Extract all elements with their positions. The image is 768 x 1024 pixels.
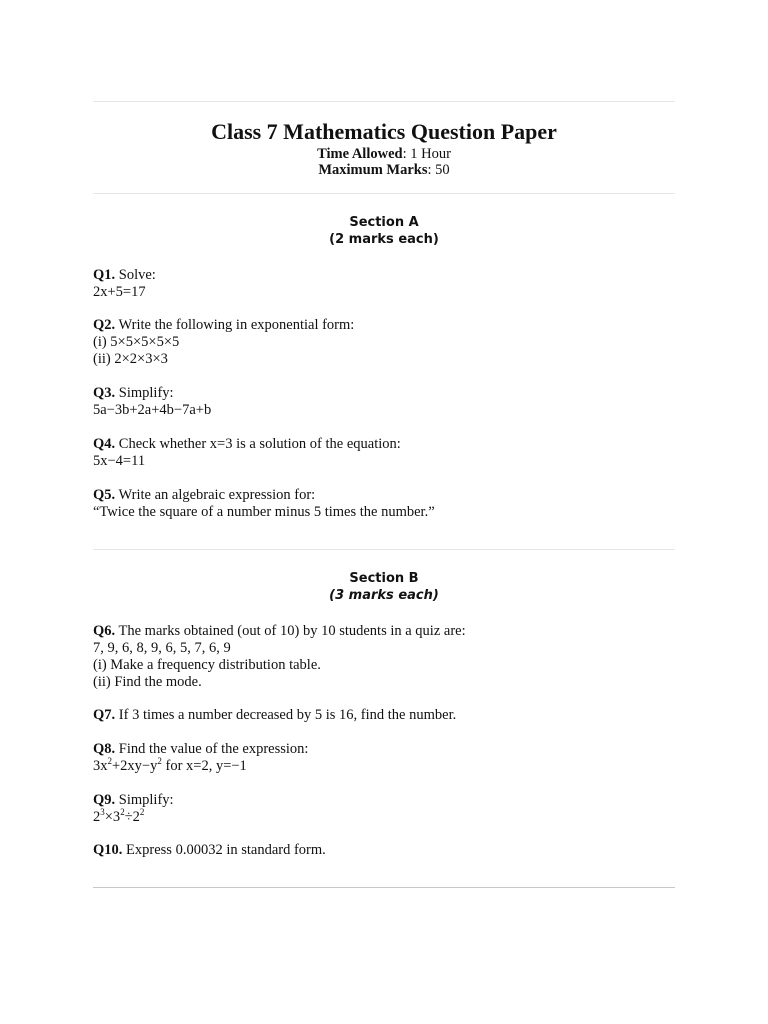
question-line: 7, 9, 6, 8, 9, 6, 5, 7, 6, 9: [93, 640, 231, 656]
exponent: 3: [100, 807, 105, 817]
question-q7: [93, 707, 693, 724]
exponent: 2: [157, 756, 162, 766]
question-q10: [93, 842, 693, 859]
question-text: If 3 times a number decreased by 5 is 16, find the number.: [115, 707, 457, 723]
expression: [93, 758, 693, 775]
expression: [93, 809, 693, 826]
question-line: (i) Make a frequency distribution table.: [93, 657, 321, 673]
question-text: Find the value of the expression:: [115, 741, 309, 757]
question-number: Q4.: [93, 436, 116, 452]
time-allowed: [0, 146, 768, 163]
section-divider: [93, 549, 675, 550]
section-b-title: Section B: [349, 571, 419, 586]
expression-part: 3x: [93, 758, 108, 774]
question-line: (ii) Find the mode.: [93, 674, 202, 690]
question-text: Simplify:: [115, 385, 174, 401]
section-a-title: Section A: [349, 215, 419, 230]
question-number: Q5.: [93, 487, 116, 503]
question-q3: [93, 385, 693, 419]
expression-part: ×3: [104, 809, 121, 825]
section-a-subtitle: (2 marks each): [329, 232, 439, 247]
question-q4: [93, 436, 693, 470]
question-number: Q3.: [93, 385, 116, 401]
question-text: Solve:: [115, 267, 156, 283]
question-text: Check whether x=3 is a solution of the equation:: [115, 436, 401, 452]
expression-part: ÷2: [124, 809, 140, 825]
question-q6: [93, 623, 693, 691]
question-text: Write an algebraic expression for:: [115, 487, 316, 503]
question-line: 5x−4=11: [93, 453, 146, 469]
top-divider: [93, 101, 675, 102]
expression-part: 2: [93, 809, 101, 825]
question-number: Q10.: [93, 842, 123, 858]
exponent: 2: [120, 807, 125, 817]
question-q9: [93, 792, 693, 826]
maximum-marks-value: : 50: [427, 162, 450, 178]
maximum-marks: [0, 162, 768, 179]
question-number: Q9.: [93, 792, 116, 808]
bottom-divider: [93, 887, 675, 888]
question-line: “Twice the square of a number minus 5 times the number.”: [93, 504, 435, 520]
question-line: 5a−3b+2a+4b−7a+b: [93, 402, 212, 418]
question-text: Express 0.00032 in standard form.: [122, 842, 326, 858]
expression-part: +2xy−y: [112, 758, 158, 774]
page-title: Class 7 Mathematics Question Paper: [211, 119, 557, 144]
question-text: The marks obtained (out of 10) by 10 students in a quiz are:: [115, 623, 466, 639]
question-number: Q1.: [93, 267, 116, 283]
time-allowed-label: Time Allowed: [317, 146, 403, 162]
question-q2: [93, 317, 693, 368]
question-number: Q6.: [93, 623, 116, 639]
maximum-marks-label: Maximum Marks: [318, 162, 428, 178]
question-q8: [93, 741, 693, 775]
section-b-subtitle: (3 marks each): [329, 588, 439, 603]
question-number: Q2.: [93, 317, 116, 333]
question-text: Write the following in exponential form:: [115, 317, 355, 333]
question-q5: [93, 487, 693, 521]
question-q1: [93, 267, 693, 301]
header-divider: [93, 193, 675, 194]
question-number: Q8.: [93, 741, 116, 757]
exponent: 2: [107, 756, 112, 766]
question-text: Simplify:: [115, 792, 174, 808]
expression-part: for x=2, y=−1: [161, 758, 247, 774]
question-line: 2x+5=17: [93, 284, 146, 300]
question-line: (i) 5×5×5×5×5: [93, 334, 180, 350]
question-line: (ii) 2×2×3×3: [93, 351, 168, 367]
exponent: 2: [139, 807, 145, 817]
time-allowed-value: : 1 Hour: [402, 146, 451, 162]
question-number: Q7.: [93, 707, 116, 723]
